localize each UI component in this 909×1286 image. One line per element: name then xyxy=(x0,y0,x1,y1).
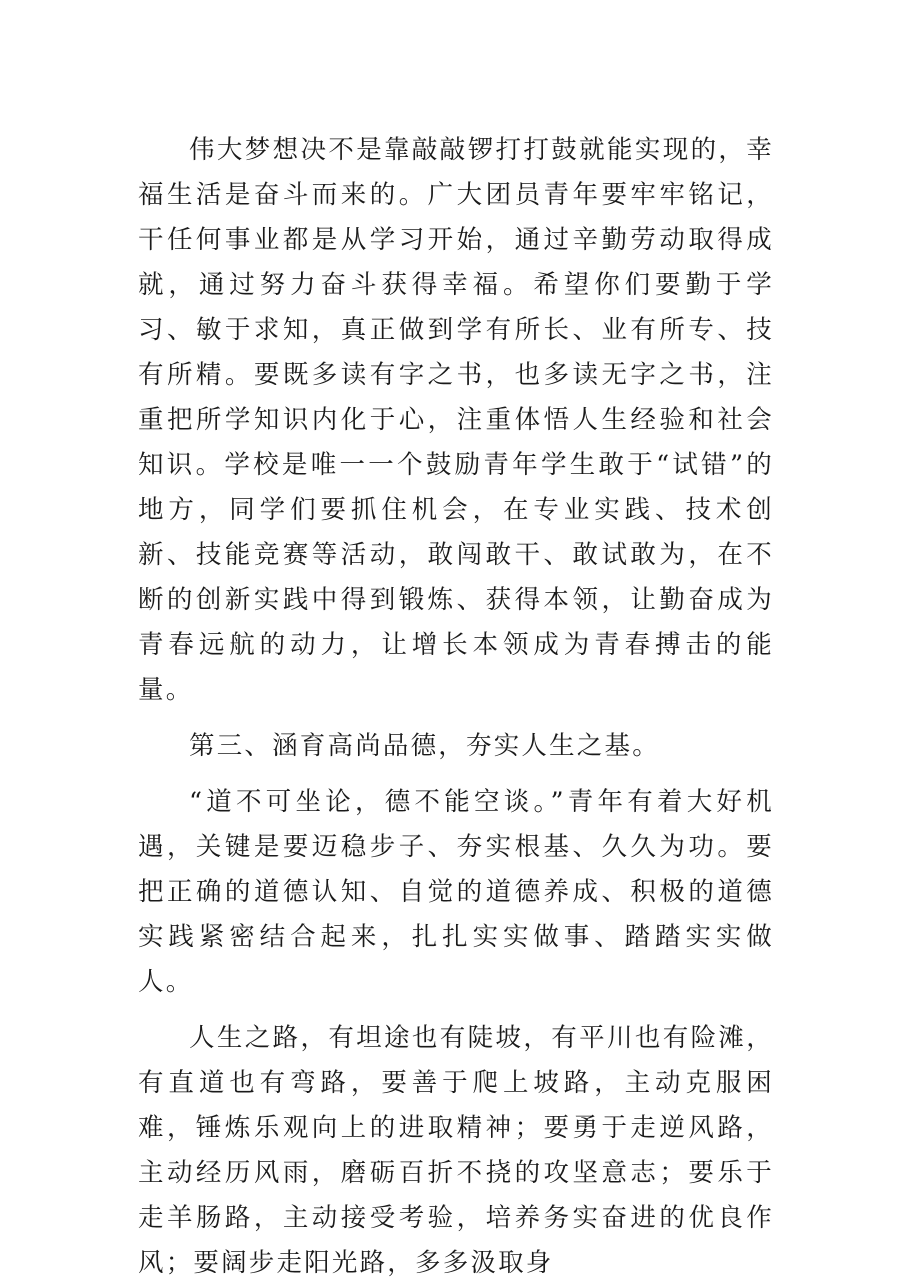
paragraph-section-heading: 第三、涵育高尚品德，夯实人生之基。 xyxy=(189,731,660,761)
paragraph-study: 伟大梦想决不是靠敲敲锣打打鼓就能实现的，幸福生活是奋斗而来的。广大团员青年要牢牢铭记，干任何事业都是从学习开始，通过辛勤劳动取得成就，通过努力奋斗获得幸福。希望你们要勤于学习、敏于求知，真正做到学有所长、业有所专、技有所精。要既多读有字之书，也多读无字之书，注重把所学知识内化于心，注重体悟人生经验和社会知识。学校是唯一一个鼓励青年学生敢于“试错”的地方，同学们要抓住机会，在专业实践、技术创新、技能竞赛等活动，敢闯敢干、敢试敢为，在不断的创新实践中得到锻炼、获得本领，让勤奋成为青春远航的动力，让增长本领成为青春搏击的能量。 xyxy=(138,135,774,705)
paragraph-life-road: 人生之路，有坦途也有陡坡，有平川也有险滩，有直道也有弯路，要善于爬上坡路，主动克服困难，锤炼乐观向上的进取精神；要勇于走逆风路，主动经历风雨，磨砺百折不挠的攻坚意志；要乐于走羊肠路，主动接受考验，培养务实奋进的优良作风；要阔步走阳光路，多多汲取身 xyxy=(138,1023,774,1278)
paragraph-morality: “道不可坐论，德不能空谈。”青年有着大好机遇，关键是要迈稳步子、夯实根基、久久为功。要把正确的道德认知、自觉的道德养成、积极的道德实践紧密结合起来，扎扎实实做事、踏踏实实做人。 xyxy=(138,787,774,997)
document-body xyxy=(138,128,774,1286)
